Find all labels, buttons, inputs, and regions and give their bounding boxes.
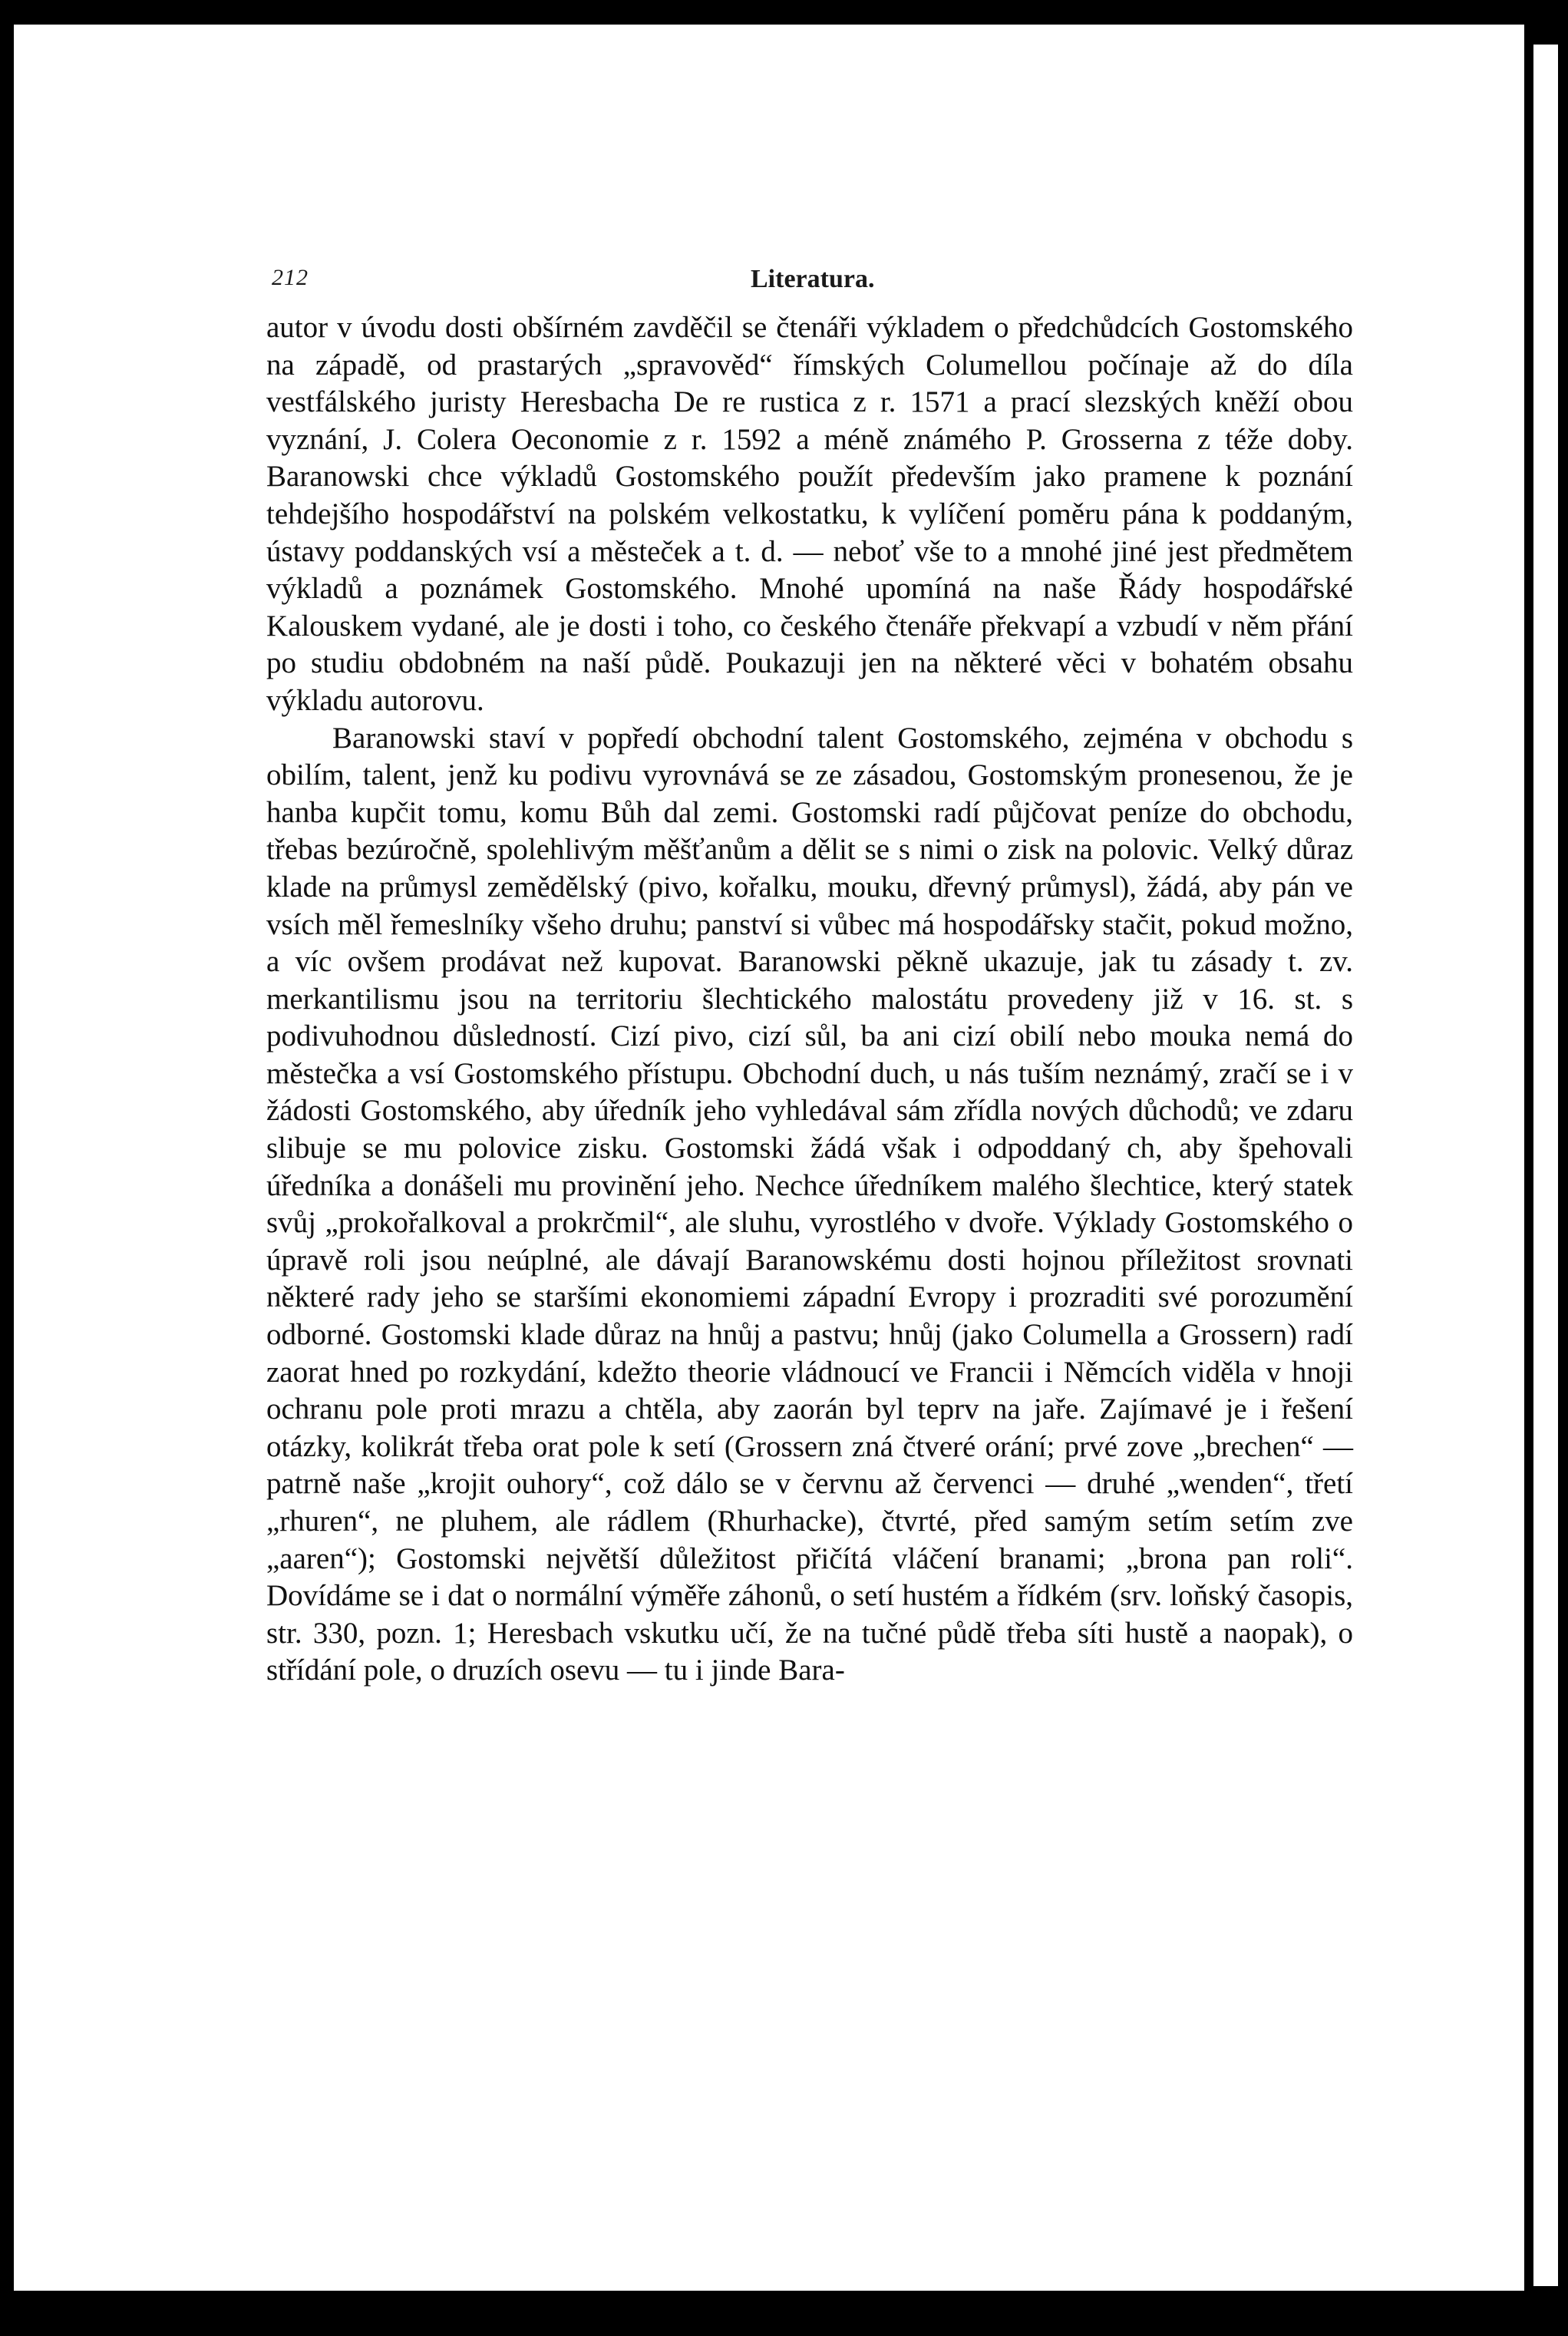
- page-header: [14, 265, 1524, 296]
- running-title: Literatura.: [751, 265, 875, 293]
- body-text: [266, 309, 1353, 1690]
- page-number: 212: [272, 265, 309, 290]
- paragraph: autor v úvodu dosti obšírném zavděčil se čtenáři výkladem o předchůdcích Gostomského na západě, od prastarých „spravověd“ římských Columellou počínaje až do díla vestfálského juristy Heresbacha De re rustica z r. 1571 a prací slezských kněží obou vyznání, J. Colera Oeconomie z r. 1592 a méně známého P. Grosserna z téže doby. Baranowski chce výkladů Gostomského použít především jako pramene k poznání tehdejšího hospodářství na polském velkostatku, k vylíčení poměru pána k poddaným, ústavy poddanských vsí a městeček a t. d. — neboť vše to a mnohé jiné jest předmětem výkladů a poznámek Gostomského. Mnohé upomíná na naše Řády hospodářské Kalouskem vydané, ale je dosti i toho, co českého čtenáře překvapí a vzbudí v něm přání po studiu obdobném na naší půdě. Poukazuji jen na některé věci v bohatém obsahu výkladu autorovu.: [266, 311, 1353, 717]
- page-edge: [1533, 45, 1558, 2286]
- paragraph: Baranowski staví v popředí obchodní talent Gostomského, zejména v obchodu s obilím, talent, jenž ku podivu vyrovnává se ze zásadou, Gostomským pronesenou, že je hanba kupčit tomu, komu Bůh dal zemi. Gostomski radí půjčovat peníze do obchodu, třebas bezúročně, spolehlivým měšťanům a dělit se s nimi o zisk na polovic. Velký důraz klade na průmysl zemědělský (pivo, kořalku, mouku, dřevný průmysl), žádá, aby pán ve vsích měl řemeslníky všeho druhu; panství si vůbec má hospodářsky stačit, pokud možno, a víc ovšem prodávat než kupovat. Baranowski pěkně ukazuje, jak tu zásady t. zv. merkantilismu jsou na territoriu šlechtického malostátu provedeny již v 16. st. s podivuhodnou důsledností. Cizí pivo, cizí sůl, ba ani cizí obilí nebo mouka nemá do městečka a vsí Gostomského přístupu. Obchodní duch, u nás tuším neznámý, zračí se i v žádosti Gostomského, aby úředník jeho vyhledával sám zřídla nových důchodů; ve zdaru slibuje se mu polovice zisku. Gostomski žádá však i odpoddaný ch, aby špehovali úředníka a donášeli mu provinění jeho. Nechce úředníkem malého šlechtice, který statek svůj „prokořalkoval a prokrčmil“, ale sluhu, vyrostlého v dvoře. Výklady Gostomského o úpravě roli jsou neúplné, ale dávají Baranowskému dosti hojnou příležitost srovnati některé rady jeho se staršími ekonomiemi západní Evropy i prozraditi své porozumění odborné. Gostomski klade důraz na hnůj a pastvu; hnůj (jako Columella a Grossern) radí zaorat hned po rozkydání, kdežto theorie vládnoucí ve Francii i Němcích viděla v hnoji ochranu pole proti mrazu a chtěla, aby zaorán byl teprv na jaře. Zajímavé je i řešení otázky, kolikrát třeba orat pole k setí (Grossern zná čtveré orání; prvé zove „brechen“ — patrně naše „krojit ouhory“, což dálo se v červnu až červenci — druhé „wenden“, třetí „rhuren“, ne pluhem, ale rádlem (Rhurhacke), čtvrté, před samým setím setím zve „aaren“); Gostomski největší důležitost přičítá vláčení branami; „brona pan roli“. Dovídáme se i dat o normální výměře záhonů, o setí hustém a řídkém (srv. loňský časopis, str. 330, pozn. 1; Heresbach vskutku učí, že na tučné půdě třeba síti hustě a naopak), o střídání pole, o druzích osevu — tu i jinde Bara-: [266, 721, 1353, 1687]
